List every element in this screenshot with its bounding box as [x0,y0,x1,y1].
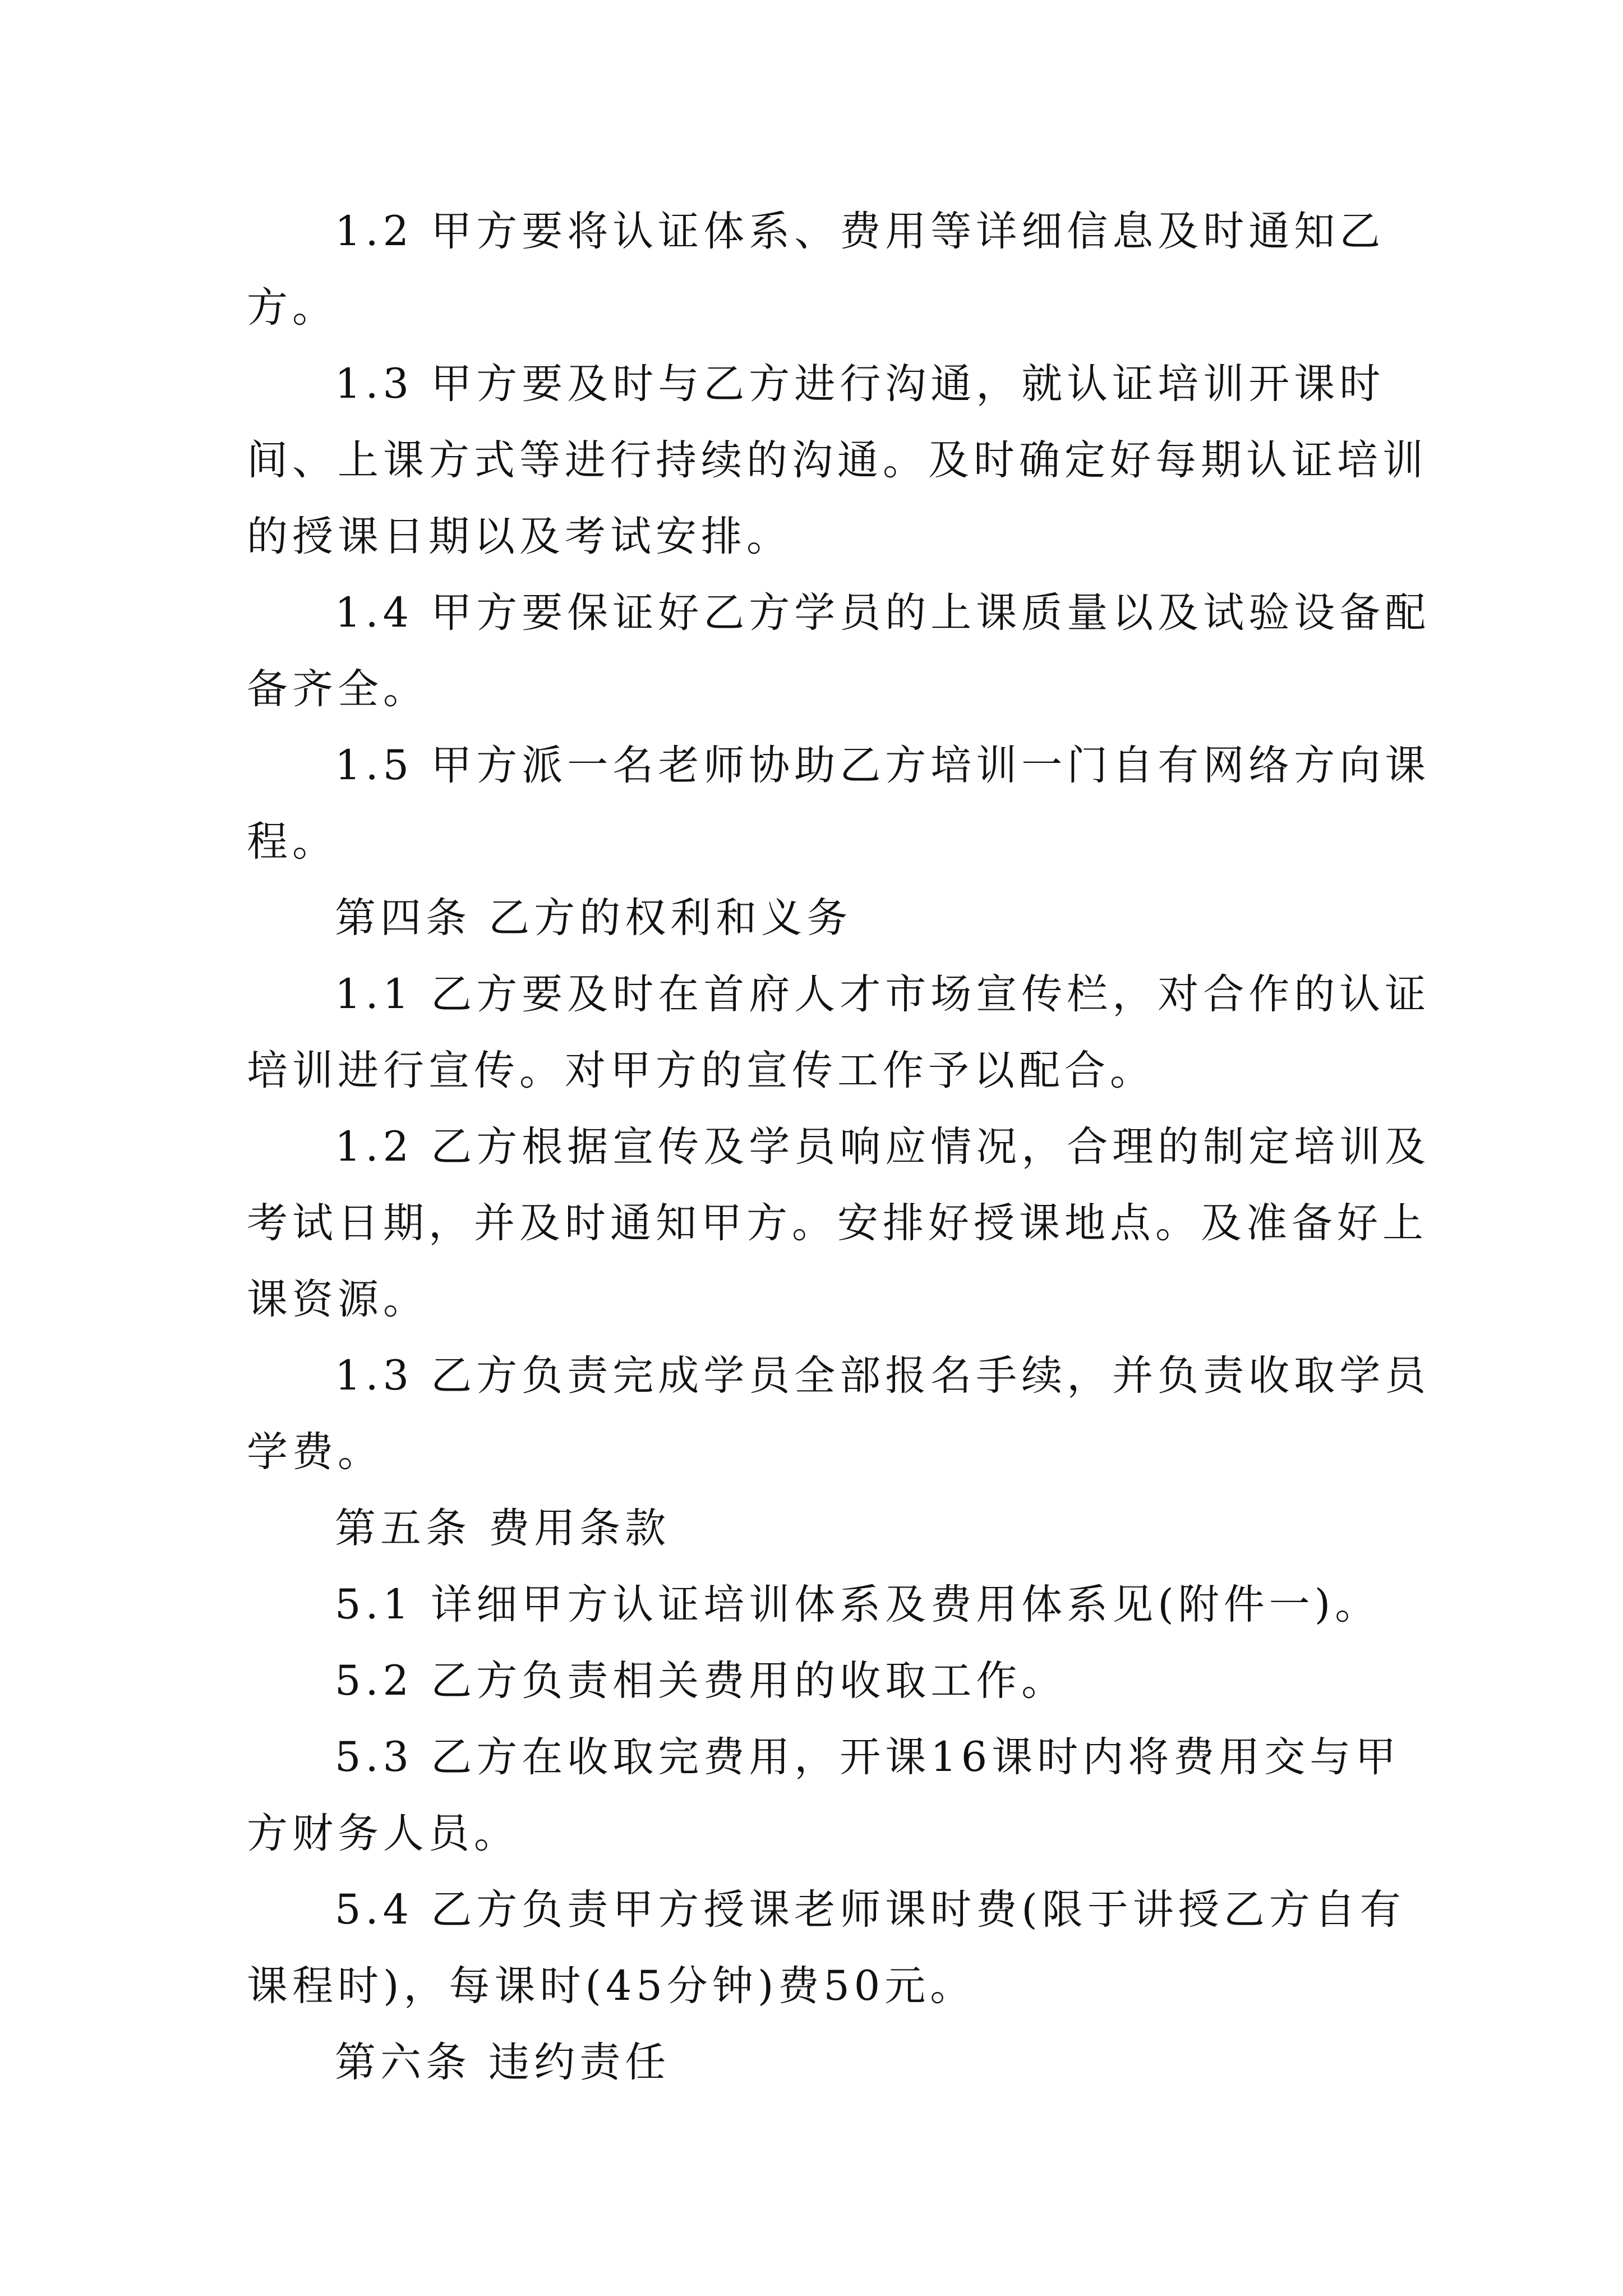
document-body [247,194,1436,2101]
article-5-heading: 第五条 费用条款 [335,1504,671,1552]
clause-5-4: 5.4 乙方负责甲方授课老师课时费(限于讲授乙方自有课程时)，每课时(45分钟)费50元。 [247,1886,1405,2010]
clause-1-3-party-b: 1.3 乙方负责完成学员全部报名手续，并负责收取学员学费。 [247,1352,1431,1476]
clause-5-3: 5.3 乙方在收取完费用，开课16课时内将费用交与甲方财务人员。 [247,1733,1401,1857]
article-4-heading: 第四条 乙方的权利和义务 [335,894,852,942]
clause-1-1-party-b: 1.1 乙方要及时在首府人才市场宣传栏，对合作的认证培训进行宣传。对甲方的宣传工作予以配合。 [247,970,1431,1094]
clause-1-4-party-a: 1.4 甲方要保证好乙方学员的上课质量以及试验设备配备齐全。 [247,589,1431,713]
clause-5-2: 5.2 乙方负责相关费用的收取工作。 [335,1657,1067,1705]
clause-1-2-party-b: 1.2 乙方根据宣传及学员响应情况，合理的制定培训及考试日期，并及时通知甲方。安排好授课地点。及准备好上课资源。 [247,1123,1431,1323]
article-6-heading: 第六条 违约责任 [335,2039,671,2086]
clause-1-2-party-a: 1.2 甲方要将认证体系、费用等详细信息及时通知乙方。 [247,208,1385,332]
clause-1-3-party-a: 1.3 甲方要及时与乙方进行沟通，就认证培训开课时间、上课方式等进行持续的沟通。及时确定好每期认证培训的授课日期以及考试安排。 [247,360,1428,560]
clause-1-5-party-a: 1.5 甲方派一名老师协助乙方培训一门自有网络方向课程。 [247,742,1431,866]
clause-5-1: 5.1 详细甲方认证培训体系及费用体系见(附件一)。 [335,1581,1381,1628]
